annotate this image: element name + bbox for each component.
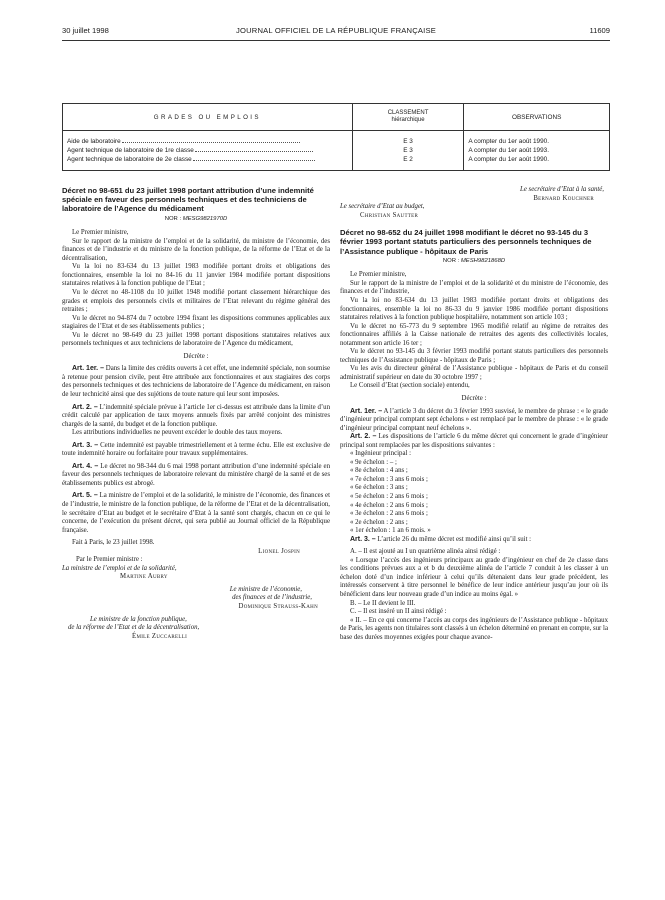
role-text: Le secrétaire d’Etat au budget, [340,203,425,211]
nor-code: MESH9821868D [460,257,506,264]
signatory-role [62,565,330,574]
article-text: Dans la limite des crédits ouverts à cet effet, une indemnité spéciale, non soumise à retenue pour pension civile, peut être attribuée aux fonctionnaires et aux stagiaires des corps des personnels techniques et des techniciens de laboratoire de l’Agence du médicament, en raison de leur technicité ainsi que des sujétions de toute nature qui leur sont imposées. [62,365,330,398]
list-item: « 7e échelon : 3 ans 6 mois ; [350,475,428,483]
table-header-classement [352,104,464,131]
paragraph: Le Premier ministre, [350,271,407,279]
paragraph: A. – Il est ajouté au I un quatrième alinéa ainsi rédigé : [350,548,501,556]
done-at: Fait à Paris, le 23 juillet 1998. [72,539,155,547]
signatory-name: Bernard Kouchner [533,194,594,202]
article-label: Art. 1er. – [350,407,383,415]
signatory-role [62,586,330,595]
signatory-role [62,616,330,625]
article-1 [340,408,608,434]
table-row [63,146,610,155]
grade-text: Agent technique de laboratoire de 2e classe [67,156,192,163]
header-date: 30 juillet 1998 [62,26,109,35]
paragraph: Vu le décret no 48-1108 du 10 juillet 1948 modifié portant classement hiérarchique des grades et emplois des personnels civils et militaires de l’Etat relevant du régime général des retraites ; [62,288,330,314]
table-header-row [63,104,610,131]
right-column [340,186,608,642]
article-2 [340,433,608,450]
signature-pm: Lionel Jospin [258,547,300,555]
list-item: « 5e échelon : 2 ans 6 mois ; [350,493,428,501]
leader-dots [195,151,313,152]
paragraph: Les attributions individuelles ne peuvent excéder le double des taux moyens. [72,429,283,437]
table-cell-classement: E 3 [352,131,464,147]
paragraph: Vu le décret no 94-874 du 7 octobre 1994 fixant les dispositions communes applicables aux stagiaires de l’Etat et de ses établissements publics ; [62,314,330,331]
header-journal-title: JOURNAL OFFICIEL DE LA RÉPUBLIQUE FRANÇAISE [235,26,437,35]
leader-dots [193,160,315,161]
table-header-grades: GRADES OU EMPLOIS [63,104,353,131]
signatory-role [62,624,330,633]
article-text: Les dispositions de l’article 6 du même décret qui concernent le grade d’ingénieur principal sont remplacées par les dispositions suivantes : [340,433,608,449]
role-text: Le ministre de l’économie, [229,585,302,593]
paragraph: Vu le décret no 93-145 du 3 février 1993 modifié portant statuts particuliers des personnels techniques de l’Assistance publique - hôpitaux de Paris ; [340,348,608,364]
table-row [63,155,610,170]
article-5 [62,492,330,535]
signatory-role [62,594,330,603]
decrete-heading: Décrète : [183,352,209,360]
header-rule [62,40,610,41]
article-label: Art. 1er. – [72,365,105,373]
decree-title-98-651: Décret no 98-651 du 23 juillet 1998 portant attribution d’une indemnité spéciale en faveur des personnels techniques et des techniciens de laboratoire de l’Agence du médicament [62,186,314,214]
leader-dots [122,142,300,143]
paragraph: B. – Le II devient le III. [350,599,416,607]
decrete-heading: Décrète : [461,395,487,402]
article-1 [62,365,330,399]
paragraph: C. – Il est inséré un II ainsi rédigé : [350,608,447,616]
nor-reference [62,215,330,224]
table-header-classement-line1: CLASSEMENT [387,110,429,116]
article-label: Art. 4. – [72,462,99,470]
list-item: « 8e échelon : 4 ans ; [350,467,408,475]
grades-table [62,103,610,171]
article-2 [62,404,330,430]
paragraph: Vu le décret no 65-773 du 9 septembre 1965 modifié relatif au régime de retraites des fonctionnaires affiliés à la Caisse nationale de retraites des agents des collectivités locales, notamment son article 16 ter ; [340,322,608,347]
article-text: Le décret no 98-344 du 6 mai 1998 portant attribution d’une indemnité spéciale en faveur des personnels techniques de laboratoire relevant du ministère chargé de la santé et de ses établissements publics est abrogé. [62,462,330,487]
article-3 [340,536,608,545]
table-cell-grade [63,131,353,147]
article-label: Art. 2. – [72,403,98,411]
par-premier-ministre: Par le Premier ministre : [76,556,143,564]
header-page-number: 11609 [589,26,610,35]
left-column [62,186,330,641]
article-text: La ministre de l’emploi et de la solidarité, le ministre de l’économie, des finances et de l’industrie, le ministre de la fonction publique, de la réforme de l’Etat et de la décentralisation, le secrétaire d’Etat au budget et le secrétaire d’Etat à la santé sont chargés, chacun en ce qui le concerne, de l’exécution du présent décret, qui sera publié au Journal officiel de la République française. [62,492,330,534]
article-3 [62,442,330,459]
nor-label: NOR : [164,215,183,222]
paragraph: Vu le décret no 98-649 du 23 juillet 1998 portant dispositions statutaires relatives aux personnels techniques et aux techniciens de laboratoire de l’Agence du médicament, [62,331,330,348]
decree-title-98-652: Décret no 98-652 du 24 juillet 1998 modifiant le décret no 93-145 du 3 février 1993 portant statuts particuliers des personnels techniques de l’Assistance publique - hôpitaux de Paris [340,228,592,256]
page-header [62,26,610,40]
article-4 [62,463,330,489]
signatory-name: Christian Sautter [360,211,419,219]
table-cell-observation: A compter du 1er août 1990. [464,131,610,147]
article-text: L’article 26 du même décret est modifié ainsi qu’il suit : [375,535,532,543]
paragraph: « II. – En ce qui concerne l’accès au corps des ingénieurs de l’Assistance publique - hôpitaux de Paris, les agents non titulaires sont classés à un échelon déterminé en prenant en compte, sur la base des durées moyennes exigées pour chaque avance- [340,616,608,641]
role-text: de la réforme de l’Etat et de la décentralisation, [68,624,200,632]
table-cell-classement: E 3 [352,146,464,155]
article-text: Cette indemnité est payable trimestriellement et à terme échu. Elle est exclusive de toute indemnité horaire ou forfaitaire pour travaux supplémentaires. [62,441,330,458]
table-cell-observation: A compter du 1er août 1990. [464,155,610,170]
table-cell-classement: E 2 [352,155,464,170]
article-label: Art. 3. – [350,535,376,543]
role-text: Le secrétaire d’Etat à la santé, [520,186,604,193]
list-item: « 9e échelon : – ; [350,458,397,466]
table-row [63,131,610,147]
role-text: des finances et de l’industrie, [232,594,312,602]
list-item: « 3e échelon : 2 ans 6 mois ; [350,510,428,518]
grade-text: Agent technique de laboratoire de 1re classe [67,147,194,154]
signatory-role [340,186,608,195]
signatory-role [340,203,608,212]
paragraph: Le Conseil d’Etat (section sociale) entendu, [350,382,470,390]
signatory-name: Martine Aubry [120,573,168,581]
article-label: Art. 5. – [72,492,98,500]
signatory-name: Dominique Strauss-Kahn [238,603,318,611]
article-text: L’indemnité spéciale prévue à l’article 1er ci-dessus est attribuée dans la limite d’un crédit calculé par application de taux moyens annuels fixés par arrêté conjoint des ministres chargés de la santé, du budget et de la fonction publique. [62,403,330,428]
list-item: « 6e échelon : 3 ans ; [350,484,408,492]
paragraph: Vu la loi no 83-634 du 13 juillet 1983 modifiée portant droits et obligations des fonctionnaires, ensemble la loi no 84-16 du 11 janvier 1984 modifiée portant dispositions statutaires relatives à la fonction publique de l’Etat ; [62,263,330,288]
article-text: A l’article 3 du décret du 3 février 1993 susvisé, le membre de phrase : « le grade d’ingénieur principal comptant sept échelons » est remplacé par le membre de phrase : « le grade d’ingénieur principal comptant neuf échelons ». [340,407,608,432]
table-cell-grade [63,146,353,155]
paragraph: Sur le rapport de la ministre de l’emploi et de la solidarité, du ministre de l’économie, des finances et de l’industrie et du ministre de la fonction publique, de la réforme de l’Etat et de la décentralisation, [62,237,330,262]
paragraph: « Lorsque l’accès des ingénieurs principaux au grade d’ingénieur en chef de 2e classe dans les conditions prévues aux a et b du deuxième alinéa de l’article 7 conduit à les classer à un échelon doté d’un indice inférieur à celui qu’ils détenaient dans leur grade précédent, les intéressés conservent à titre personnel le bénéfice de leur indice antérieur jusqu’au jour où ils bénéficient dans leur nouveau grade d’un indice au moins égal. » [340,556,608,599]
nor-label: NOR : [442,257,461,264]
grade-text: Aide de laboratoire [67,138,121,145]
nor-reference [340,257,608,266]
list-item: « 4e échelon : 2 ans 6 mois ; [350,501,428,509]
paragraph: Vu la loi no 83-634 du 13 juillet 1983 modifiée portant droits et obligations des fonctionnaires, ensemble la loi no 86-33 du 9 janvier 1986 modifiée portant dispositions statutaires relatives à la fonction publique hospitalière, notamment son article 103 ; [340,296,608,322]
role-text: La ministre de l’emploi et de la solidarité, [62,564,177,572]
list-item: « Ingénieur principal : [350,450,412,458]
nor-code: MESG9821970D [182,215,228,222]
role-text: Le ministre de la fonction publique, [90,615,187,623]
list-item: « 1er échelon : 1 an 6 mois. » [350,527,431,535]
paragraph: Sur le rapport de la ministre de l’emploi et de la solidarité et du ministre de l’économie, des finances et de l’industrie, [340,279,608,296]
article-label: Art. 3. – [72,441,99,449]
paragraph: Vu les avis du directeur général de l’Assistance publique - hôpitaux de Paris et du conseil administratif supérieur en date du 30 octobre 1997 ; [340,365,608,381]
article-label: Art. 2. – [350,433,377,441]
signatory-name: Émile Zuccarelli [132,632,188,640]
table-cell-grade [63,155,353,170]
list-item: « 2e échelon : 2 ans ; [350,518,408,526]
table-header-observations: OBSERVATIONS [464,104,610,131]
table-cell-observation: A compter du 1er août 1993. [464,146,610,155]
paragraph: Le Premier ministre, [72,229,129,237]
table-header-classement-line2: hiérarchique [391,117,425,123]
